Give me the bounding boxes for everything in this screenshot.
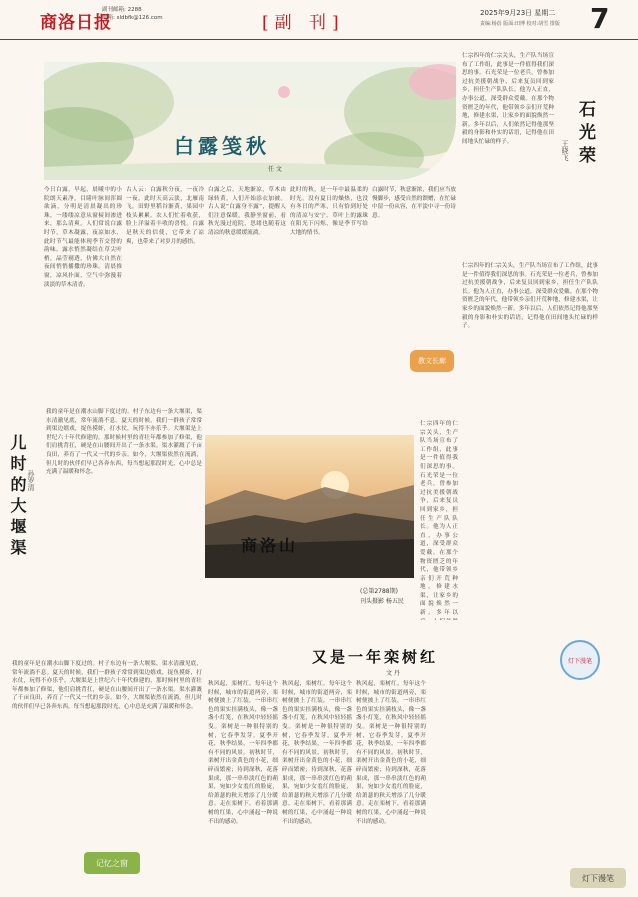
luanshu-col2: 秋风起，栾树红。每年这个时候，城市的街道两旁，栾树便披上了红装，一串串红色的果实挂满枝头，像一盏盏小灯笼，在秋风中轻轻摇曳。栾树是一种很特别的树，它春季发芽，夏季开花，秋季结果，一年四季都有不同的风景。初秋时节，栾树开出金黄色的小花，细碎而繁密；待到深秋，花落果成，那一串串淡红色的蒴果，宛如少女羞红的脸庞，给萧瑟的秋天增添了几分暖意。走在栾树下，看着那满树的红果，心中涌起一种说不出的感动。 (282, 681, 352, 825)
sunset-landscape (205, 435, 414, 578)
luanshu-col1: 秋风起，栾树红。每年这个时候，城市的街道两旁，栾树便披上了红装，一串串红色的果实挂满枝头，像一盏盏小灯笼，在秋风中轻轻摇曳。栾树是一种很特别的树，它春季发芽，夏季开花，秋季结果，一年四季都有不同的风景。初秋时节，栾树开出金黄色的小花，细碎而繁密；待到深秋，花落果成，那一串串淡红色的蒴果，宛如少女羞红的脸庞，给萧瑟的秋天增添了几分暖意。走在栾树下，看着那满树的红果，心中涌起一种说不出的感动。 (208, 681, 278, 825)
bailu-col1: 今日白露，早起，晨曦中的小院朗天素净，目睹叶脉间浑圆欲滴，分明是清晨凝出的珍珠，一缕缕凉意从窗棂间渗进来，那么清爽。人们常说白露时节，草木凝露，夜凉如水，此时节气最能体现季节交替的韵味。露水悄然凝结在草尖叶梢，晶莹剔透，仿佛大自然在夜间悄悄播撒的珍珠。清晨推窗，凉风扑面，空气中弥漫着淡淡的草木清香。 (44, 187, 122, 288)
shiguang-body-cont: 仁宗四年的仁宗关头，生产队当场宣布了工作组，此事是一件值得我们深思的事。石光荣是一位老兵，曾参加过抗美援朝战争，后来复员回到家乡，担任生产队队长。他为人正直，办事公道，深受群众爱戴。在那个物资匮乏的年代，他带领乡亲们开荒种地，修建水渠，让家乡的面貌焕然一新。多年以后，人们依然记得他那坚毅的身影和朴实的话语，记得他在田间地头忙碌的样子。 (462, 263, 598, 330)
bailu-col2: 古人云：白露秋分夜，一夜冷一夜。此时天高云淡，北雁南飞，田野里稻谷渐黄，果园中枝头累累。农人们忙着收获，脸上洋溢着丰收的喜悦。白露是秋天的信使，它带来了凉爽，也带来了对岁月的感悟。 (126, 187, 204, 245)
page-number: 7 (590, 2, 610, 35)
jiaoyu-badge: 教文长廊 (410, 350, 454, 372)
shangluo-mountain-photo (205, 435, 414, 578)
bailu-col3: 白露之后，天地渐凉，草木由绿转黄，人们开始添衣加被。古人说“白露身不露”，提醒人们注意保暖。我静坐窗前，看秋光漫过庭院，思绪也随着这清凉的秋意缓缓流淌。 (208, 187, 286, 236)
shiguang-side: 仁宗四年的仁宗关头，生产队当场宣布了工作组，此事是一件值得我们深思的事。石光荣是一位老兵，曾参加过抗美援朝战争，后来复员回到家乡，担任生产队队长。他为人正直，办事公道，深受群众爱戴。在那个物资匮乏的年代，他带领乡亲们开荒种地，修建水渠，让家乡的面貌焕然一新。多年以 (420, 421, 458, 617)
masthead-meta (102, 6, 163, 22)
shiguang-author: 王晓飞 (561, 140, 569, 161)
lotus-illustration (44, 62, 456, 180)
meta-line: 副刊邮箱: 2288 (102, 7, 142, 13)
bailu-col5: 白露时节，秋意渐浓，我们应当放慢脚步，感受自然的馈赠，在忙碌中留一份从容，在平淡中寻一份诗意。 (372, 187, 456, 219)
luanshu-author: 文 丹 (386, 670, 400, 677)
issue-date: 2025年9月23日 星期二 (480, 9, 556, 17)
shiguang-title: 石光荣 (575, 100, 595, 169)
photo-credit: 刊头摄影 杨五民 (360, 598, 404, 605)
bailu-author: 任 文 (268, 166, 282, 173)
daquan-body-cont: 我的童年是在潮水山脚下度过的。村子东边有一条大堰渠，渠水清澈见底，常年流淌不息。夏天的时候，我们一群孩子常常到渠边嬉戏，捉鱼摸虾，打水仗，玩得不亦乐乎。大堰渠是上世纪六十年代修建的，那时候村里的青壮年都参加了修渠，他们肩挑背扛，硬是在山腰间开出了一条水渠。渠水灌溉了千亩良田，养育了一代又一代的乡亲。如今，大堰渠依然在流淌，但儿时的伙伴们早已各奔东西，每当想起那段时光，心中总是充满了温暖和怀念。 (12, 661, 202, 710)
editors-line: 责编:杨蓓 版面:田博 校对:胡雪 排版 (480, 21, 560, 27)
daquan-title: 儿时的大堰渠 (8, 434, 27, 560)
section-title: [副 刊] (262, 13, 345, 33)
newspaper-logo: 商洛日报 (40, 13, 112, 33)
masthead (0, 0, 638, 40)
luanshu-col3: 秋风起，栾树红。每年这个时候，城市的街道两旁，栾树便披上了红装，一串串红色的果实挂满枝头，像一盏盏小灯笼，在秋风中轻轻摇曳。栾树是一种很特别的树，它春季发芽，夏季开花，秋季结果，一年四季都有不同的风景。初秋时节，栾树开出金黄色的小花，细碎而繁密；待到深秋，花落果成，那一串串淡红色的蒴果，宛如少女羞红的脸庞，给萧瑟的秋天增添了几分暖意。走在栾树下，看着那满树的红果，心中涌起一种说不出的感动。 (356, 681, 426, 825)
shiguang-body: 仁宗四年的仁宗关头，生产队当场宣布了工作组，此事是一件值得我们深思的事。石光荣是一位老兵，曾参加过抗美援朝战争，后来复员回到家乡，担任生产队队长。他为人正直，办事公道，深受群众爱戴。在那个物资匮乏的年代，他带领乡亲们开荒种地，修建水渠，让家乡的面貌焕然一新。多年以后，人们依然记得他那坚毅的身影和朴实的话语，记得他在田间地头忙碌的样子。 (462, 53, 554, 145)
bailu-col4: 此时的秋，是一年中最温柔的时光。没有夏日的燥热，也没有冬日的严寒，只有恰到好处的清凉与安宁。草叶上的露珠在阳光下闪烁，像是季节写给大地的情书。 (290, 187, 368, 236)
luanshu-title: 又是一年栾树红 (312, 648, 439, 666)
dengxia-stamp: 灯下漫笔 (560, 640, 600, 680)
dengxia-badge: 灯下漫笔 (570, 868, 626, 888)
daquan-author: 孙罗清 (27, 470, 35, 491)
meta-line: 邮箱: sldbfk@126.com (102, 15, 163, 21)
daquan-body: 我的童年是在潮水山脚下度过的。村子东边有一条大堰渠，渠水清澈见底，常年流淌不息。夏天的时候，我们一群孩子常常到渠边嬉戏，捉鱼摸虾，打水仗，玩得不亦乐乎。大堰渠是上世纪六十年代修建的，那时候村里的青壮年都参加了修渠，他们肩挑背扛，硬是在山腰间开出了一条水渠。渠水灌溉了千亩良田，养育了一代又一代的乡亲。如今，大堰渠依然在流淌，但儿时的伙伴们早已各奔东西，每当想起那段时光，心中总是充满了温暖和怀念。 (46, 409, 202, 476)
photo-issue: (总第2788期) (360, 588, 398, 595)
bailu-title: 白露笺秋 (174, 134, 270, 158)
bailu-hero-image (44, 62, 456, 180)
jiyi-badge: 记忆之窗 (84, 852, 140, 874)
photo-title: 商洛山 (241, 536, 299, 555)
